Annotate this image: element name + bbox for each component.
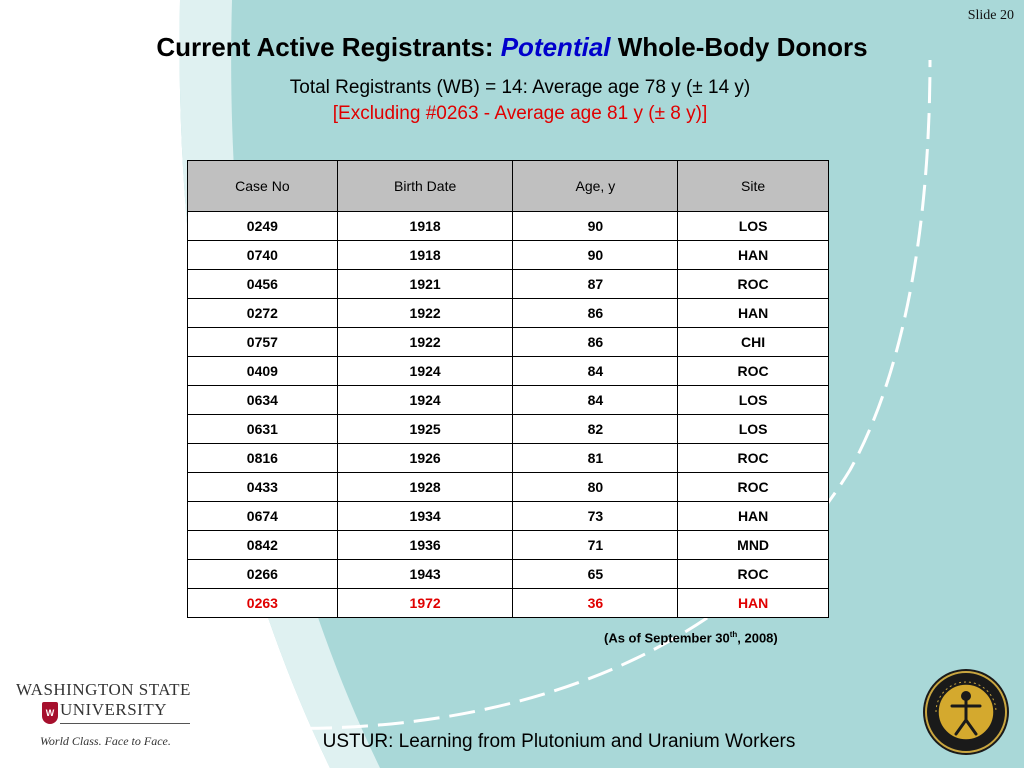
cell-birth-date: 1972	[337, 589, 513, 618]
registrants-table	[187, 160, 829, 618]
cell-site: LOS	[678, 386, 829, 415]
as-of-suffix: , 2008)	[737, 630, 778, 646]
cell-site: HAN	[678, 299, 829, 328]
cell-site: ROC	[678, 560, 829, 589]
table-body	[188, 212, 829, 618]
cell-birth-date: 1943	[337, 560, 513, 589]
title-part-1: Current Active Registrants:	[156, 32, 501, 62]
table-row	[188, 357, 829, 386]
cell-site: LOS	[678, 212, 829, 241]
cell-case-no: 0634	[188, 386, 338, 415]
cell-site: ROC	[678, 357, 829, 386]
cell-birth-date: 1924	[337, 386, 513, 415]
cell-birth-date: 1924	[337, 357, 513, 386]
cell-site: HAN	[678, 502, 829, 531]
cell-site: HAN	[678, 589, 829, 618]
cell-birth-date: 1922	[337, 328, 513, 357]
cell-age: 81	[513, 444, 678, 473]
cell-case-no: 0263	[188, 589, 338, 618]
header-case-no: Case No	[188, 161, 338, 212]
cell-case-no: 0266	[188, 560, 338, 589]
table-row	[188, 415, 829, 444]
table-row	[188, 531, 829, 560]
cell-birth-date: 1928	[337, 473, 513, 502]
slide-footer: USTUR: Learning from Plutonium and Uranium Workers	[322, 731, 796, 752]
cell-age: 71	[513, 531, 678, 560]
cell-birth-date: 1918	[337, 212, 513, 241]
table-row	[188, 589, 829, 618]
table-row	[188, 473, 829, 502]
cell-site: CHI	[678, 328, 829, 357]
cell-age: 86	[513, 328, 678, 357]
slide-number: Slide 20	[967, 8, 1014, 23]
cell-case-no: 0674	[188, 502, 338, 531]
cell-birth-date: 1936	[337, 531, 513, 560]
cell-site: LOS	[678, 415, 829, 444]
wsu-logo-line2: UNIVERSITY	[60, 700, 167, 719]
table-row	[188, 270, 829, 299]
cell-case-no: 0757	[188, 328, 338, 357]
header-site: Site	[678, 161, 829, 212]
table-row	[188, 328, 829, 357]
table-row	[188, 502, 829, 531]
subtitle-excluding: [Excluding #0263 - Average age 81 y (± 8 y)]	[332, 103, 708, 124]
cell-age: 87	[513, 270, 678, 299]
table-row	[188, 241, 829, 270]
title-part-2: Whole-Body Donors	[610, 32, 868, 62]
header-age: Age, y	[513, 161, 678, 212]
cell-case-no: 0631	[188, 415, 338, 444]
cell-case-no: 0842	[188, 531, 338, 560]
cell-case-no: 0409	[188, 357, 338, 386]
cell-birth-date: 1918	[337, 241, 513, 270]
cell-site: MND	[678, 531, 829, 560]
table-row	[188, 299, 829, 328]
wsu-logo-divider	[60, 723, 190, 724]
table-row	[188, 212, 829, 241]
as-of-sup: th	[729, 630, 738, 639]
cell-birth-date: 1921	[337, 270, 513, 299]
table-header-row	[188, 161, 829, 212]
wsu-shield-icon: W	[42, 702, 58, 724]
table-row	[188, 444, 829, 473]
cell-age: 65	[513, 560, 678, 589]
cell-age: 90	[513, 241, 678, 270]
title-emphasis: Potential	[500, 32, 611, 62]
cell-birth-date: 1926	[337, 444, 513, 473]
table-row	[188, 386, 829, 415]
cell-case-no: 0249	[188, 212, 338, 241]
cell-age: 86	[513, 299, 678, 328]
cell-site: ROC	[678, 473, 829, 502]
subtitle-total: Total Registrants (WB) = 14: Average age 78 y (± 14 y)	[289, 77, 751, 98]
cell-birth-date: 1934	[337, 502, 513, 531]
wsu-logo-tagline: World Class. Face to Face.	[40, 734, 171, 748]
header-birth-date: Birth Date	[337, 161, 513, 212]
as-of-date	[604, 630, 778, 645]
cell-case-no: 0816	[188, 444, 338, 473]
cell-age: 84	[513, 386, 678, 415]
cell-birth-date: 1922	[337, 299, 513, 328]
cell-case-no: 0272	[188, 299, 338, 328]
cell-site: HAN	[678, 241, 829, 270]
cell-site: ROC	[678, 270, 829, 299]
table-row	[188, 560, 829, 589]
cell-age: 82	[513, 415, 678, 444]
cell-case-no: 0456	[188, 270, 338, 299]
slide-title	[0, 32, 1024, 63]
wsu-logo-line1: WASHINGTON STATE	[16, 680, 191, 699]
cell-age: 73	[513, 502, 678, 531]
cell-case-no: 0740	[188, 241, 338, 270]
as-of-prefix: (As of September 30	[604, 630, 730, 646]
cell-age: 84	[513, 357, 678, 386]
cell-site: ROC	[678, 444, 829, 473]
cell-age: 36	[513, 589, 678, 618]
cell-birth-date: 1925	[337, 415, 513, 444]
cell-age: 90	[513, 212, 678, 241]
cell-age: 80	[513, 473, 678, 502]
cell-case-no: 0433	[188, 473, 338, 502]
